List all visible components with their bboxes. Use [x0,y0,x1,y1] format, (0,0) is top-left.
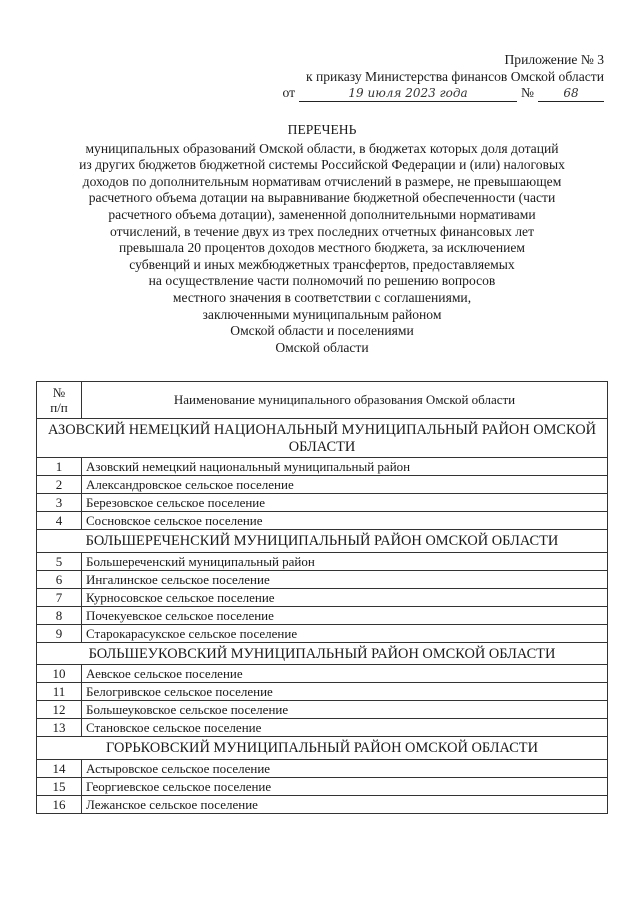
table-row [37,701,608,719]
district-row [37,737,608,760]
table-row [37,552,608,570]
appendix-order-reference: к приказу Министерства финансов Омской области [305,68,604,84]
municipality-name: Старокарасукское сельское поселение [82,624,608,642]
row-number: 14 [37,759,82,777]
table-body [37,419,608,814]
table-row [37,588,608,606]
date-prefix: от [282,85,296,100]
municipality-name: Большеуковское сельское поселение [82,701,608,719]
row-number: 9 [37,624,82,642]
row-number: 12 [37,701,82,719]
table-header-row [37,382,608,419]
table-row [37,683,608,701]
table-row [37,606,608,624]
order-date-row [244,85,604,102]
municipality-name: Георгиевское сельское поселение [82,777,608,795]
district-row [37,530,608,553]
title-line: из других бюджетов бюджетной системы Российской Федерации и (или) налоговых [79,157,565,173]
table-row [37,458,608,476]
municipality-name: Становское сельское поселение [82,719,608,737]
municipality-name: Лежанское сельское поселение [82,795,608,813]
district-name: АЗОВСКИЙ НЕМЕЦКИЙ НАЦИОНАЛЬНЫЙ МУНИЦИПАЛЬНЫЙ РАЙОН ОМСКОЙ ОБЛАСТИ [37,419,608,458]
table-row [37,476,608,494]
row-number: 8 [37,606,82,624]
table-row [37,777,608,795]
title-line: на осуществление части полномочий по решению вопросов [148,273,496,289]
municipality-name: Ингалинское сельское поселение [82,570,608,588]
title-line: субвенций и иных межбюджетных трансфертов, предоставляемых [129,256,515,272]
district-row [37,642,608,665]
header-number: № п/п [37,382,82,419]
row-number: 3 [37,494,82,512]
title-line: Омской области и поселениями [230,323,414,339]
table-row [37,512,608,530]
title-line: заключенными муниципальным районом [202,306,442,322]
title-line: расчетного объема дотации), замененной дополнительными нормативами [108,206,536,222]
title-line: местного значения в соответствии с соглашениями, [172,289,472,305]
district-row [37,419,608,458]
header-name: Наименование муниципального образования Омской области [82,382,608,419]
table-row [37,624,608,642]
row-number: 15 [37,777,82,795]
table-row [37,759,608,777]
title-line: Омской области [275,339,369,355]
table-row [37,665,608,683]
row-number: 7 [37,588,82,606]
district-name: ГОРЬКОВСКИЙ МУНИЦИПАЛЬНЫЙ РАЙОН ОМСКОЙ ОБЛАСТИ [37,737,608,760]
title-heading: ПЕРЕЧЕНЬ [287,122,357,137]
document-title [32,122,612,356]
municipality-name: Большереченский муниципальный район [82,552,608,570]
row-number: 5 [37,552,82,570]
title-line: превышала 20 процентов доходов местного бюджета, за исключением [118,240,526,256]
municipality-name: Азовский немецкий национальный муниципальный район [82,458,608,476]
row-number: 6 [37,570,82,588]
table-row [37,494,608,512]
table-row [37,719,608,737]
appendix-number: Приложение № 3 [504,52,604,67]
title-line: отчислений, в течение двух из трех последних отчетных финансовых лет [109,223,535,239]
title-line: доходов по дополнительным нормативам отчислений в размере, не превышающем [82,173,562,189]
row-number: 11 [37,683,82,701]
order-number-handwritten: 68 [538,86,604,102]
title-line: расчетного объема дотации на выравнивание бюджетной обеспеченности (части [88,190,556,206]
municipality-table [36,381,608,814]
row-number: 10 [37,665,82,683]
municipality-name: Курносовское сельское поселение [82,588,608,606]
row-number: 4 [37,512,82,530]
title-description [32,141,612,357]
municipality-name: Почекуевское сельское поселение [82,606,608,624]
number-prefix: № [521,85,534,100]
district-name: БОЛЬШЕУКОВСКИЙ МУНИЦИПАЛЬНЫЙ РАЙОН ОМСКОЙ ОБЛАСТИ [37,642,608,665]
title-line: муниципальных образований Омской области, в бюджетах которых доля дотаций [85,140,559,156]
order-date-handwritten: 19 июля 2023 года [299,86,517,102]
municipality-name: Белогривское сельское поселение [82,683,608,701]
appendix-header [244,52,604,102]
row-number: 16 [37,795,82,813]
row-number: 1 [37,458,82,476]
municipality-name: Александровское сельское поселение [82,476,608,494]
row-number: 13 [37,719,82,737]
municipality-name: Астыровское сельское поселение [82,759,608,777]
municipality-name: Сосновское сельское поселение [82,512,608,530]
municipality-name: Аевское сельское поселение [82,665,608,683]
table-row [37,570,608,588]
table-row [37,795,608,813]
district-name: БОЛЬШЕРЕЧЕНСКИЙ МУНИЦИПАЛЬНЫЙ РАЙОН ОМСКОЙ ОБЛАСТИ [37,530,608,553]
row-number: 2 [37,476,82,494]
municipality-name: Березовское сельское поселение [82,494,608,512]
